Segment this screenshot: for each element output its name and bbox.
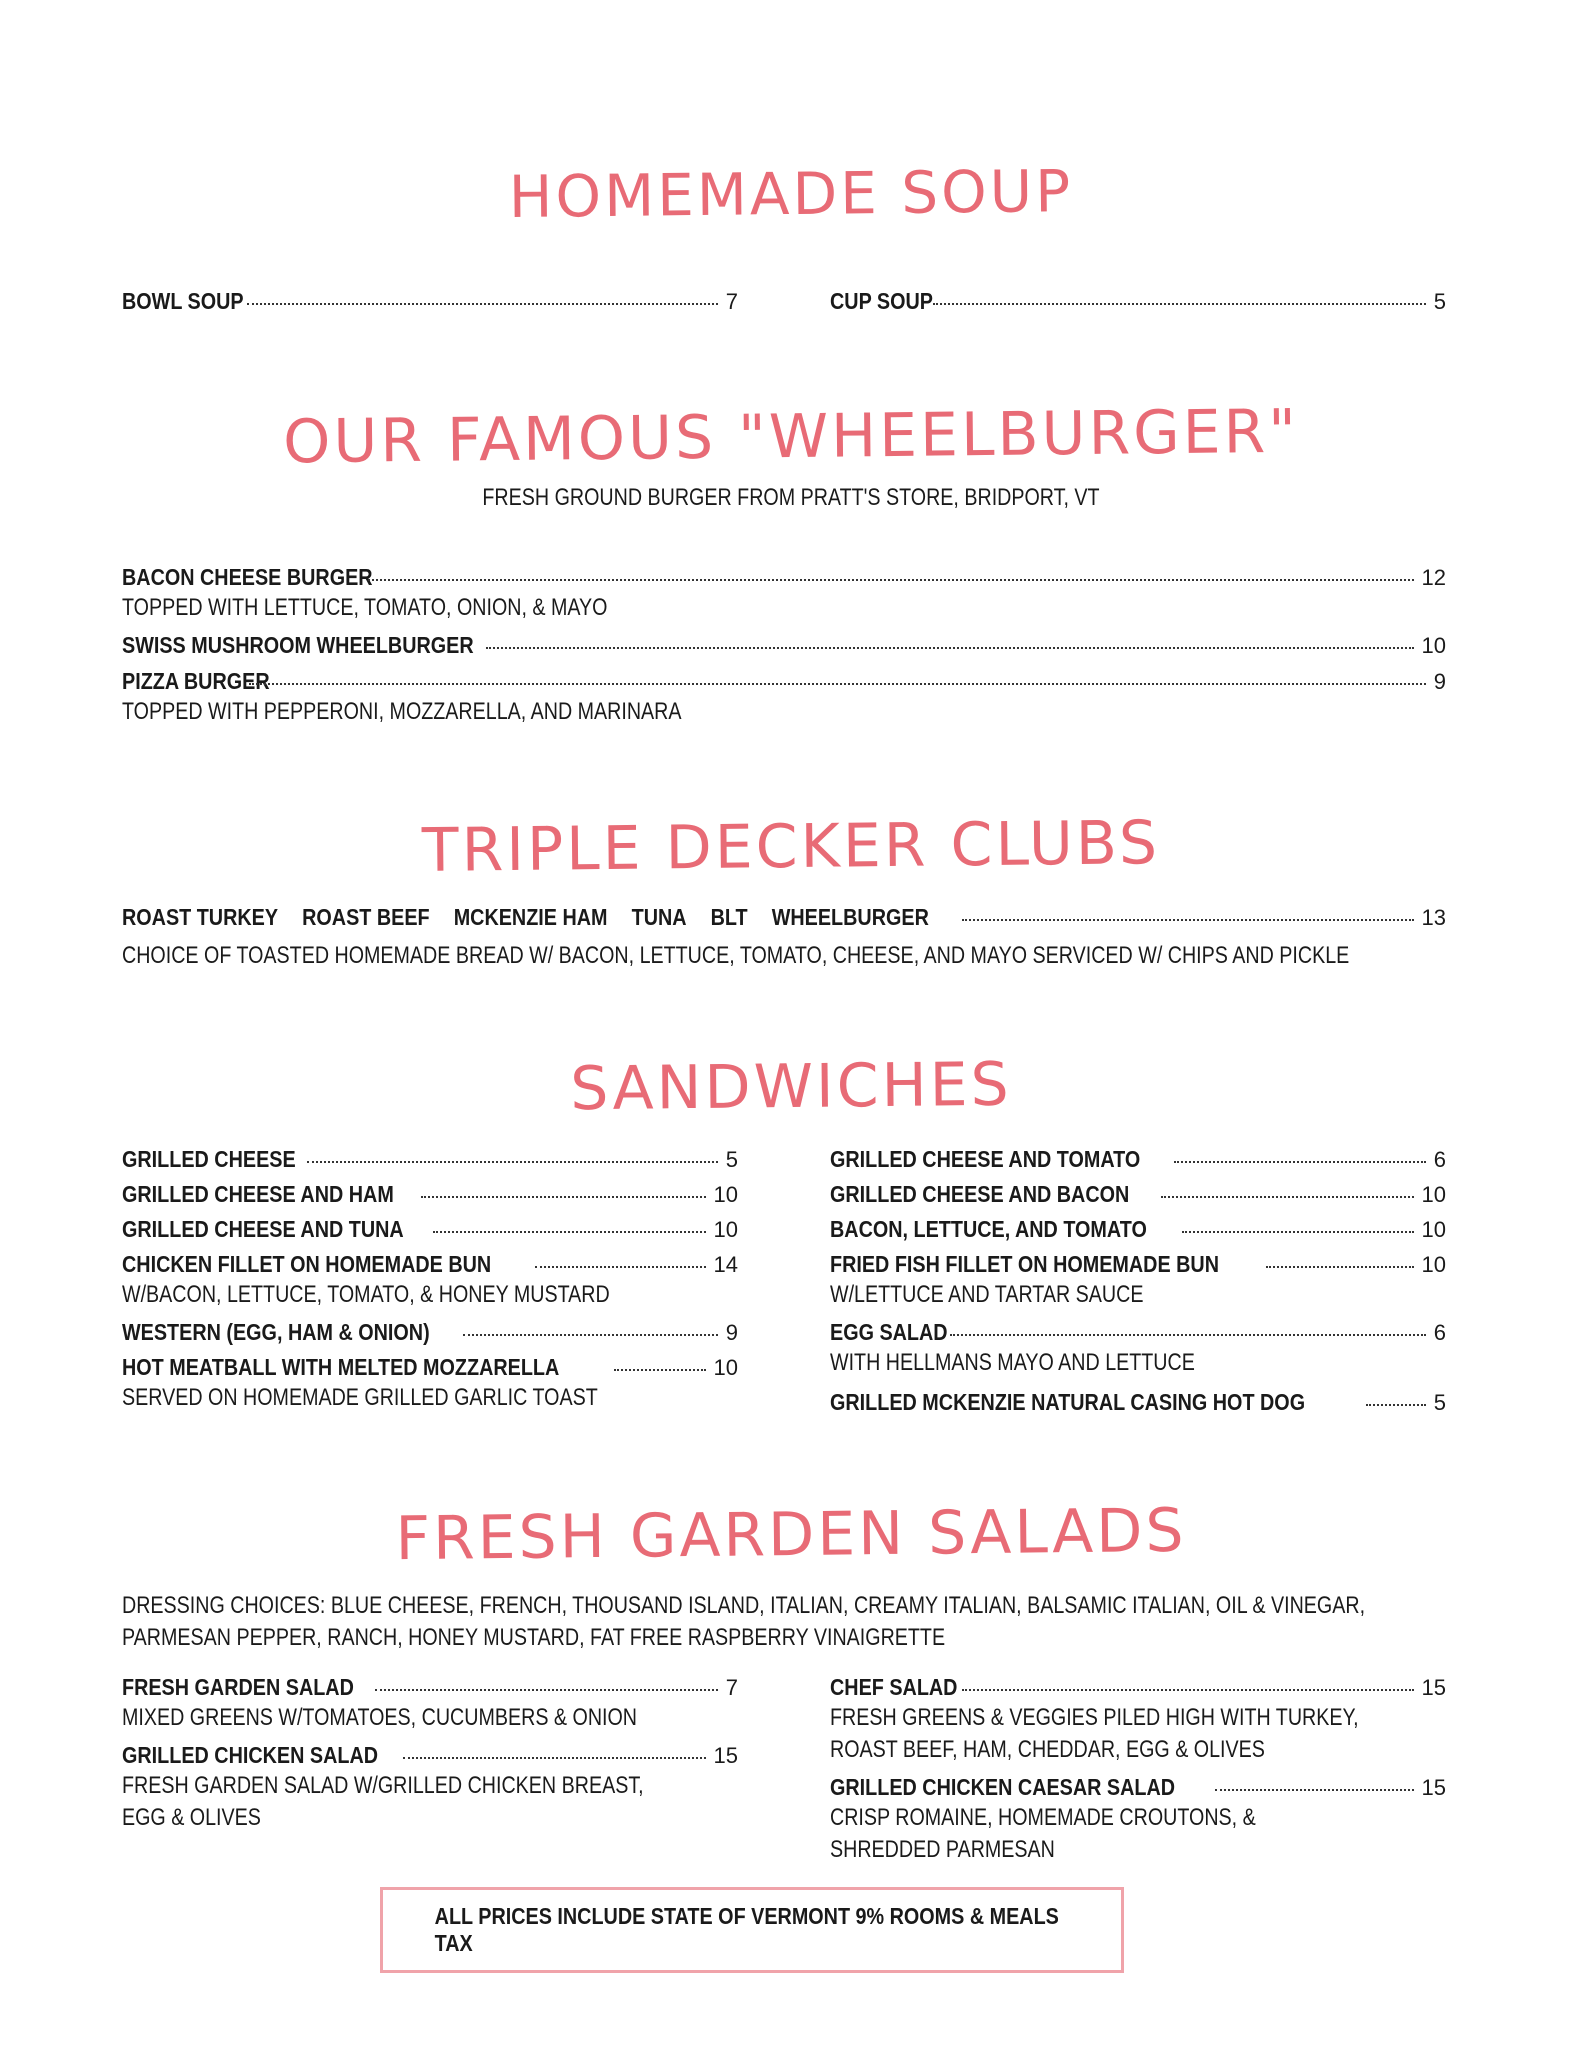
item-description-cont: EGG & OLIVES [122,1804,261,1831]
dot-leader [463,1334,718,1336]
dot-leader [1266,1266,1414,1268]
item-price: 5 [1433,1390,1446,1415]
menu-item [122,1181,738,1208]
item-name: HOT MEATBALL WITH MELTED MOZZARELLA [122,1354,560,1380]
menu-item [122,564,1446,591]
item-name: BACON, LETTUCE, AND TOMATO [830,1216,1147,1242]
menu-item [830,1216,1446,1243]
dot-leader [433,1231,706,1233]
item-price: 15 [1421,1775,1446,1800]
club-option: MCKENZIE HAM [453,904,608,930]
item-price: 10 [1421,1252,1446,1277]
menu-item [830,1674,1446,1701]
item-description: TOPPED WITH LETTUCE, TOMATO, ONION, & MAYO [122,594,608,621]
dot-leader [421,1196,705,1198]
salads-heading: FRESH GARDEN SALADS [395,1495,1187,1575]
dot-leader [933,303,1426,305]
sandwiches-heading: SANDWICHES [569,1049,1013,1125]
dot-leader [1366,1404,1426,1406]
dressing-choices: DRESSING CHOICES: BLUE CHEESE, FRENCH, THOUSAND ISLAND, ITALIAN, CREAMY ITALIAN, BALSAMIC ITALIAN, OIL & VINEGAR, [122,1592,1366,1619]
dot-leader [535,1266,706,1268]
item-name: FRESH GARDEN SALAD [122,1674,354,1700]
item-name: CHEF SALAD [830,1674,958,1700]
menu-item [830,1774,1446,1801]
item-name: BACON CHEESE BURGER [122,564,373,590]
menu-item [122,904,1446,931]
wheelburger-subtitle: FRESH GROUND BURGER FROM PRATT'S STORE, BRIDPORT, VT [482,484,1100,511]
club-option: BLT [710,904,748,930]
item-description: TOPPED WITH PEPPERONI, MOZZARELLA, AND MARINARA [122,698,682,725]
club-option: ROAST BEEF [302,904,430,930]
dot-leader [1174,1161,1426,1163]
menu-item [122,1674,738,1701]
item-price: 10 [1421,1182,1446,1207]
menu-item [122,1319,738,1346]
dot-leader [962,919,1413,921]
item-description-cont: ROAST BEEF, HAM, CHEDDAR, EGG & OLIVES [830,1736,1265,1763]
item-description: CRISP ROMAINE, HOMEMADE CROUTONS, & [830,1804,1256,1831]
item-name: GRILLED CHEESE [122,1146,296,1172]
item-description: W/BACON, LETTUCE, TOMATO, & HONEY MUSTARD [122,1281,610,1308]
menu-item [122,1146,738,1173]
club-option: ROAST TURKEY [122,904,279,930]
item-name: GRILLED CHEESE AND HAM [122,1181,394,1207]
item-description: SERVED ON HOMEMADE GRILLED GARLIC TOAST [122,1384,598,1411]
dot-leader [1182,1231,1414,1233]
dot-leader [614,1369,706,1371]
item-description-cont: SHREDDED PARMESAN [830,1836,1055,1863]
item-name: GRILLED CHEESE AND BACON [830,1181,1130,1207]
clubs-heading: TRIPLE DECKER CLUBS [421,808,1161,886]
item-name: CHICKEN FILLET ON HOMEMADE BUN [122,1251,492,1277]
item-name: GRILLED CHICKEN CAESAR SALAD [830,1774,1176,1800]
tax-notice: ALL PRICES INCLUDE STATE OF VERMONT 9% ROOMS & MEALS TAX [434,1903,1059,1956]
wheelburger-heading: OUR FAMOUS "WHEELBURGER" [282,396,1300,478]
dot-leader [486,647,1414,649]
dressing-choices-cont: PARMESAN PEPPER, RANCH, HONEY MUSTARD, FAT FREE RASPBERRY VINAIGRETTE [122,1624,946,1651]
menu-item [830,1319,1446,1346]
item-name: SWISS MUSHROOM WHEELBURGER [122,632,474,658]
item-description: WITH HELLMANS MAYO AND LETTUCE [830,1349,1195,1376]
item-price: 7 [725,1675,738,1700]
menu-item [122,668,1446,695]
item-name: CUP SOUP [830,288,933,314]
item-price: 13 [1421,905,1446,930]
tax-notice-box [380,1887,1124,1973]
item-price: 10 [1421,1217,1446,1242]
item-name: GRILLED CHICKEN SALAD [122,1742,379,1768]
club-option: WHEELBURGER [771,904,929,930]
item-price: 10 [713,1217,738,1242]
item-price: 10 [713,1182,738,1207]
dot-leader [249,683,1426,685]
item-name: FRIED FISH FILLET ON HOMEMADE BUN [830,1251,1220,1277]
item-description: MIXED GREENS W/TOMATOES, CUCUMBERS & ONION [122,1704,638,1731]
menu-item [830,288,1446,315]
item-name: GRILLED MCKENZIE NATURAL CASING HOT DOG [830,1389,1306,1415]
item-price: 6 [1433,1320,1446,1345]
item-price: 5 [1433,289,1446,314]
menu-item [122,288,738,315]
item-price: 14 [713,1252,738,1277]
menu-item [122,1742,738,1769]
item-price: 9 [1433,669,1446,694]
dot-leader [950,1334,1426,1336]
soup-heading: HOMEMADE SOUP [508,157,1074,231]
item-price: 9 [725,1320,738,1345]
item-description: CHOICE OF TOASTED HOMEMADE BREAD W/ BACON, LETTUCE, TOMATO, CHEESE, AND MAYO SERVICED W/ CHIPS AND PICKLE [122,942,1350,969]
item-description: FRESH GARDEN SALAD W/GRILLED CHICKEN BREAST, [122,1772,644,1799]
item-price: 10 [1421,633,1446,658]
item-name: BOWL SOUP [122,288,244,314]
item-name: GRILLED CHEESE AND TUNA [122,1216,404,1242]
item-name: PIZZA BURGER [122,668,270,694]
item-description: FRESH GREENS & VEGGIES PILED HIGH WITH TURKEY, [830,1704,1359,1731]
item-price: 7 [725,289,738,314]
dot-leader [247,303,718,305]
item-price: 15 [713,1743,738,1768]
dot-leader [962,1689,1414,1691]
dot-leader [368,579,1413,581]
item-name: WESTERN (EGG, HAM & ONION) [122,1319,430,1345]
menu-item [122,1354,738,1381]
menu-item [830,1181,1446,1208]
menu-item [830,1251,1446,1278]
item-price: 6 [1433,1147,1446,1172]
dot-leader [375,1689,718,1691]
item-description: W/LETTUCE AND TARTAR SAUCE [830,1281,1144,1308]
dot-leader [307,1161,717,1163]
menu-item [122,1216,738,1243]
dot-leader [1161,1196,1413,1198]
item-name: GRILLED CHEESE AND TOMATO [830,1146,1141,1172]
menu-item [830,1146,1446,1173]
menu-item [122,1251,738,1278]
item-price: 5 [725,1147,738,1172]
menu-item [122,632,1446,659]
item-price: 15 [1421,1675,1446,1700]
menu-item [830,1389,1446,1416]
dot-leader [1215,1789,1414,1791]
item-name: EGG SALAD [830,1319,948,1345]
club-options [122,904,929,931]
club-option: TUNA [631,904,687,930]
item-price: 10 [713,1355,738,1380]
item-price: 12 [1421,565,1446,590]
dot-leader [403,1757,705,1759]
